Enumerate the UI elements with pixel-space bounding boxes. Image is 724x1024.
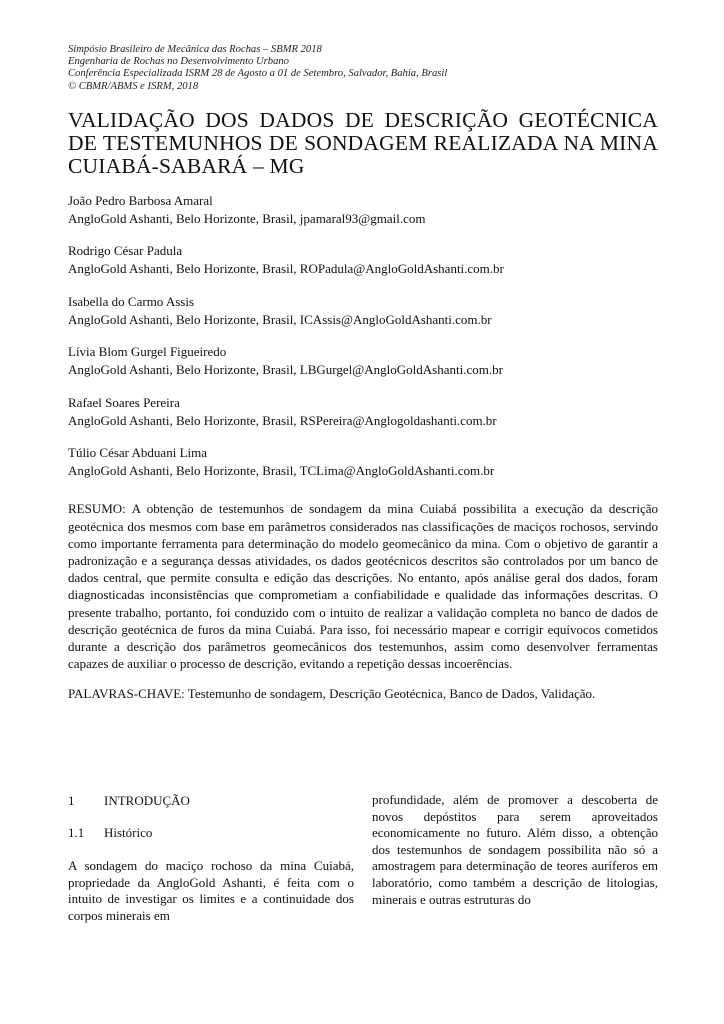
author-affiliation: AngloGold Ashanti, Belo Horizonte, Brasil, TCLima@AngloGoldAshanti.com.br xyxy=(68,463,495,479)
author-affiliation: AngloGold Ashanti, Belo Horizonte, Brasil, ICAssis@AngloGoldAshanti.com.br xyxy=(68,311,492,327)
keywords: PALAVRAS-CHAVE: Testemunho de sondagem, Descrição Geotécnica, Banco de Dados, Validação. xyxy=(68,686,596,702)
paper-page xyxy=(68,44,658,703)
author-block xyxy=(68,394,658,430)
header-line-2: Engenharia de Rochas no Desenvolvimento Urbano xyxy=(68,56,289,68)
author-name: Rodrigo César Padula xyxy=(68,243,183,259)
author-block xyxy=(68,293,658,329)
author-name: Túlio César Abduani Lima xyxy=(68,445,208,461)
author-affiliation: AngloGold Ashanti, Belo Horizonte, Brasil, jpamaral93@gmail.com xyxy=(68,210,426,226)
abstract: RESUMO: A obtenção de testemunhos de sondagem da mina Cuiabá possibilita a execução da descrição geotécnica dos mesmos com base em parâmetros considerados nas classificações de maciços rochosos, servindo como importante ferramenta para determinação do modelo geomecânico da mina. Com o objetivo de garantir a padronização e a segurança dessas atividades, os dados geotécnicos descritos são controlados por um banco de dados central, que permite consulta e edição das descrições. No entanto, após análise geral dos dados, foram diagnosticadas inconsistências que comprometiam a confiabilidade e qualidade das informações descritas. O presente trabalho, portanto, foi conduzido com o intuito de realizar a validação completa no banco de dados de descrição geotécnica de furos da mina Cuiabá. Para isso, foi necessário mapear e corrigir equívocos cometidos durante a descrição dos parâmetros geomecânicos dos testemunhos, assim como desenvolver ferramentas capazes de auxiliar o processo de descrição, evitando a repetição dessas incoerências. xyxy=(68,501,658,672)
paper-title: VALIDAÇÃO DOS DADOS DE DESCRIÇÃO GEOTÉCNICA DE TESTEMUNHOS DE SONDAGEM REALIZADA NA MINA CUIABÁ-SABARÁ – MG xyxy=(68,107,658,178)
author-affiliation: AngloGold Ashanti, Belo Horizonte, Brasil, LBGurgel@AngloGoldAshanti.com.br xyxy=(68,362,503,378)
conference-header xyxy=(68,44,658,93)
section-title: INTRODUÇÃO xyxy=(104,793,190,808)
author-name: Lívia Blom Gurgel Figueiredo xyxy=(68,344,227,360)
header-line-4: © CBMR/ABMS e ISRM, 2018 xyxy=(68,80,199,92)
author-affiliation: AngloGold Ashanti, Belo Horizonte, Brasil, RSPereira@Anglogoldashanti.com.br xyxy=(68,412,497,428)
author-name: João Pedro Barbosa Amaral xyxy=(68,192,213,208)
author-block xyxy=(68,242,658,278)
left-column-paragraph: A sondagem do maciço rochoso da mina Cuiabá, propriedade da AngloGold Ashanti, é feita com o intuito de investigar os limites e a continuidade dos corpos minerais em xyxy=(68,858,354,923)
header-line-1: Simpósio Brasileiro de Mecânica das Rochas – SBMR 2018 xyxy=(68,44,322,55)
section-heading xyxy=(68,792,354,810)
body-columns xyxy=(68,792,658,942)
author-block xyxy=(68,192,658,228)
left-column xyxy=(68,792,354,924)
subsection-title: Histórico xyxy=(104,825,153,840)
author-list xyxy=(68,192,658,481)
author-block xyxy=(68,444,658,480)
header-line-3: Conferência Especializada ISRM 28 de Agosto a 01 de Setembro, Salvador, Bahia, Brasil xyxy=(68,68,448,80)
subsection-number: 1.1 xyxy=(68,825,85,840)
subsection-heading xyxy=(68,824,354,842)
author-name: Rafael Soares Pereira xyxy=(68,394,180,410)
author-name: Isabella do Carmo Assis xyxy=(68,293,195,309)
section-number: 1 xyxy=(68,793,75,808)
right-column xyxy=(372,792,658,908)
author-affiliation: AngloGold Ashanti, Belo Horizonte, Brasil, ROPadula@AngloGoldAshanti.com.br xyxy=(68,261,504,277)
right-column-paragraph: profundidade, além de promover a descoberta de novos depóstitos para serem aproveitados economicamente no futuro. Além disso, a obtenção dos testemunhos de sondagem possibilita não só a amostragem para determinação de teores auríferos em laboratório, como também a descrição de litologias, minerais e outras estruturas do xyxy=(372,792,658,907)
author-block xyxy=(68,343,658,379)
